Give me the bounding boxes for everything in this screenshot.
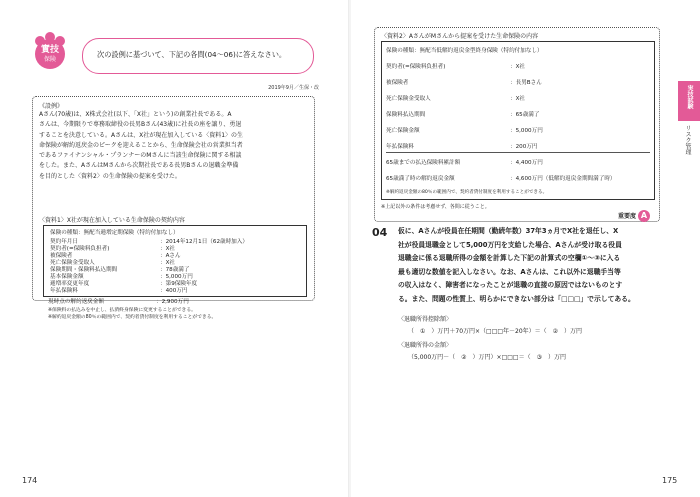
question-number: 04 bbox=[372, 226, 388, 239]
table1-key: 年払保険料 bbox=[50, 288, 78, 294]
page-number-left: 174 bbox=[22, 476, 38, 485]
table1-row-last bbox=[48, 297, 189, 305]
setting-line: 命保険が解約返戻金のピークを迎えることから、生命保険会社の営業担当者 bbox=[39, 141, 243, 149]
side-tab bbox=[678, 81, 700, 121]
table2-key: 65歳満了時の解約返戻金額 bbox=[386, 176, 455, 182]
setting-box bbox=[32, 96, 315, 301]
table1-value: ：78歳満了 bbox=[160, 267, 190, 273]
setting-line: をした。また、AさんはMさんから次期社長である長男Bさんの退職金準備 bbox=[39, 162, 239, 170]
instruction-box bbox=[82, 38, 314, 74]
table2-key: 保険の種類：無配当低解約返戻金型終身保険（特約付加なし） bbox=[386, 48, 543, 54]
table2-key: 65歳までの払込保険料累計額 bbox=[386, 160, 461, 166]
table2-inner-note: ※解約返戻金額の80％の範囲内で、契約者貸付制度を利用することができる。 bbox=[386, 190, 548, 195]
setting-text bbox=[39, 110, 307, 182]
table2-value: ：4,600万円（低解約返戻金期間満了時） bbox=[510, 176, 616, 182]
question-line: の収入はなく、障害者になったことが退職の直接の原因ではないものとす bbox=[398, 281, 623, 290]
badge-title: 實技 bbox=[40, 45, 59, 55]
exam-source: 2019年9月／生保・改 bbox=[268, 85, 319, 91]
table1-title: 〈資料1〉X社が現在加入している生命保険の契約内容 bbox=[39, 217, 185, 224]
table1-key: 現時点の解約返戻金額 bbox=[48, 299, 104, 305]
table1-key: 被保険者 bbox=[50, 253, 73, 259]
table1-key: 逓増率変更年度 bbox=[50, 281, 90, 287]
setting-line: Aさん(70歳)は、X株式会社(以下、「X社」という)の創業社長である。A bbox=[39, 111, 232, 118]
question-line: 退職金に係る退職所得の金額を計算した下記の計算式の空欄①～③に入る bbox=[398, 254, 621, 263]
table2 bbox=[381, 41, 655, 200]
table1-note: ※保険料の払込みを中止し、払済終身保険に変更することができる。 bbox=[48, 308, 196, 313]
table2-key: 死亡保険金受取人 bbox=[386, 96, 431, 102]
table1-key: 基本保険金額 bbox=[50, 274, 84, 280]
calc2-formula: （5,000万円－（ ② ）万円）×□□□＝（ ③ ）万円 bbox=[408, 354, 566, 361]
question-line: る。また、問題の性質上、明らかにできない部分は「□□□」で示してある。 bbox=[398, 294, 635, 303]
table2-value: ：X社 bbox=[510, 64, 526, 70]
question-line: 社が役員退職金として5,000万円を支給した場合、Aさんが受け取る役員 bbox=[398, 240, 622, 249]
table2-key: 契約者(=保険料負担者) bbox=[386, 64, 446, 70]
table1-key: 契約者(=保険料負担者) bbox=[50, 246, 110, 252]
table2-value: ：5,000万円 bbox=[510, 128, 543, 134]
table1-key: 保険期間・保険料払込期間 bbox=[50, 267, 118, 273]
setting-line: することを決意している。Aさんは、X社が現在加入している〈資料1〉の生 bbox=[39, 131, 244, 139]
table2-value: ：4,400万円 bbox=[510, 160, 543, 166]
skill-badge bbox=[30, 32, 70, 72]
table1-value: ：2014年12月1日（62歳時加入） bbox=[160, 239, 248, 245]
table1-value: ：5,000万円 bbox=[160, 274, 193, 280]
page-number-right: 175 bbox=[662, 476, 678, 485]
table2-value: ：長男Bさん bbox=[510, 80, 542, 86]
table1-key: 契約年月日 bbox=[50, 239, 78, 245]
setting-line: であるファイナンシャル・プランナーのMさんに当該生命保険に関する相談 bbox=[39, 152, 242, 160]
question-line: 最も適切な数値を記入しなさい。なお、Aさんは、これ以外に退職手当等 bbox=[398, 267, 621, 276]
table1-value: ：X社 bbox=[160, 246, 176, 252]
setting-line: さんは、今期限りで専務取締役の長男Bさん(43歳)に社長の座を譲り、勇退 bbox=[39, 121, 242, 129]
table2-value: ：200万円 bbox=[510, 144, 538, 150]
importance-indicator bbox=[618, 210, 650, 222]
table2-box bbox=[374, 27, 660, 222]
table1-value: ：X社 bbox=[160, 260, 176, 266]
question-line: 仮に、Aさんが役員在任期間（勤続年数）37年3ヵ月でX社を退任し、X bbox=[398, 227, 619, 235]
badge-subtitle: 保険 bbox=[43, 56, 56, 63]
calc2-label: 〈退職所得の金額〉 bbox=[398, 342, 453, 349]
table1-value: ：第9保険年度 bbox=[160, 281, 198, 287]
instruction-text: 次の設例に基づいて、下記の各問(04～06)に答えなさい。 bbox=[97, 50, 287, 59]
side-tab-label: 実技試験 bbox=[686, 85, 693, 109]
left-page bbox=[0, 0, 349, 497]
table1-key: 死亡保険金受取人 bbox=[50, 260, 95, 266]
table1 bbox=[43, 225, 307, 297]
calc1-label: 〈退職所得控除額〉 bbox=[398, 316, 453, 323]
question-text bbox=[398, 225, 666, 307]
calc1-formula: （ ① ）万円＋70万円×（□□□年－20年）＝（ ② ）万円 bbox=[408, 328, 583, 335]
table1-value: ：400万円 bbox=[160, 288, 188, 294]
table2-key: 保険料払込期間 bbox=[386, 112, 426, 118]
table2-value: ：X社 bbox=[510, 96, 526, 102]
table2-key: 年払保険料 bbox=[386, 144, 414, 150]
table2-outer-note: ※上記以外の条件は考慮せず、各問に従うこと。 bbox=[381, 204, 490, 210]
importance-level: A bbox=[638, 210, 650, 222]
side-section-label: リスク管理 bbox=[684, 125, 691, 155]
table2-value: ：65歳満了 bbox=[510, 112, 540, 118]
setting-label: 《設例》 bbox=[39, 103, 64, 110]
table1-value: ：2,900万円 bbox=[156, 299, 189, 305]
table2-title: 〈資料2〉AさんがMさんから提案を受けた生命保険の内容 bbox=[381, 33, 539, 40]
table2-key: 被保険者 bbox=[386, 80, 409, 86]
table2-divider bbox=[386, 152, 650, 153]
setting-line: を目的とした〈資料2〉の生命保険の提案を受けた。 bbox=[39, 172, 181, 180]
table1-value: ：Aさん bbox=[160, 253, 181, 259]
table2-key: 死亡保険金額 bbox=[386, 128, 420, 134]
table1-note: ※解約返戻金額の80％の範囲内で、契約者貸付制度を利用することができる。 bbox=[48, 315, 217, 320]
importance-label: 重要度 bbox=[618, 213, 637, 220]
table1-key: 保険の種類：無配当逓増定期保険（特約付加なし） bbox=[50, 230, 179, 236]
